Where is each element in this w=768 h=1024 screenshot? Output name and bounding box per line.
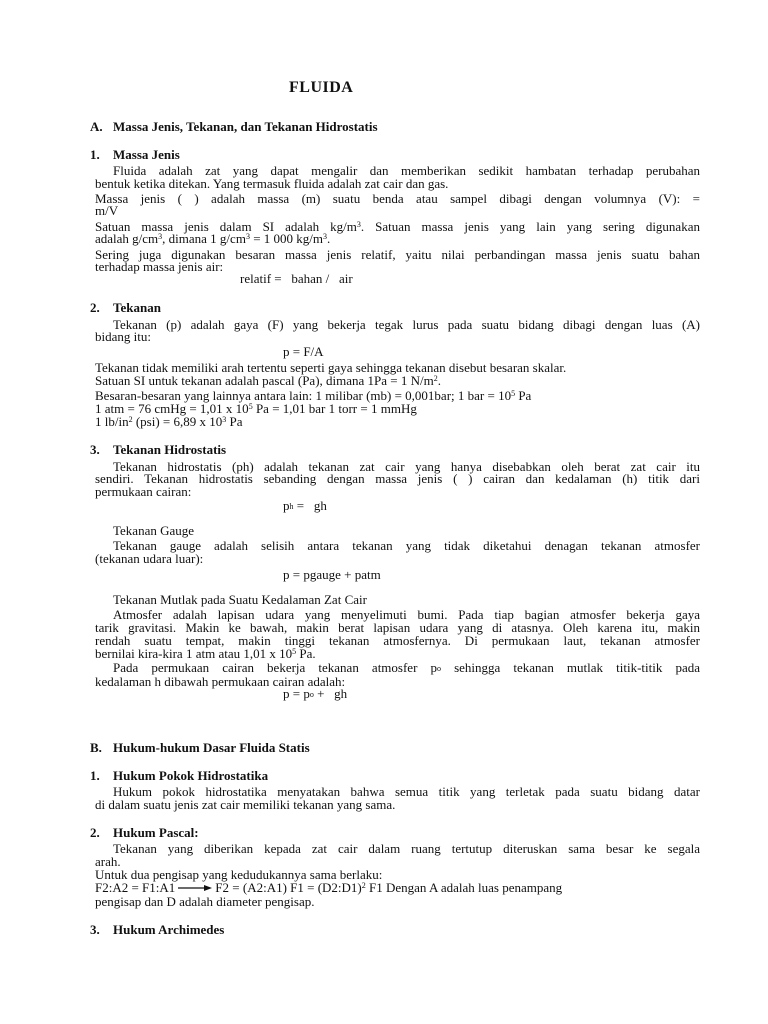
paragraph-line: tarik gravitasi. Makin ke bawah, makin berat lapisan udara yang di atasnya. Oleh karena itu, makin <box>95 620 700 635</box>
paragraph-line: kedalaman h dibawah permukaan cairan adalah: <box>95 674 346 689</box>
paragraph-line: Tekanan (p) adalah gaya (F) yang bekerja tegak lurus pada suatu bidang dibagi dengan luas (A) <box>113 317 700 332</box>
paragraph-line: permukaan cairan: <box>95 484 192 499</box>
section-b-heading: Hukum-hukum Dasar Fluida Statis <box>113 740 310 755</box>
paragraph-line: bidang itu: <box>95 329 151 344</box>
paragraph-line: Untuk dua pengisap yang kedudukannya sama berlaku: <box>95 867 383 882</box>
paragraph-line: F2:A2 = F1:A1 F2 = (A2:A1) F1 = (D2:D1)$^2$ F1 Dengan A adalah luas penampang <box>95 880 563 895</box>
formula: ph = gh <box>283 498 327 513</box>
paragraph-line: sendiri. Tekanan hidrostatis sebanding dengan massa jenis ( ) cairan dan kedalaman (h) titik dari <box>95 471 700 486</box>
paragraph-line: Satuan massa jenis dalam SI adalah $kg/m^3$. Satuan massa jenis yang lain yang sering digunakan <box>95 219 700 234</box>
right-arrow-icon <box>178 885 212 891</box>
section-b-number: B. <box>90 740 102 755</box>
paragraph-line: terhadap massa jenis air: <box>95 259 224 274</box>
paragraph-line: arah. <box>95 854 121 869</box>
subsection-number: 2. <box>90 300 100 315</box>
paragraph-line: Tekanan tidak memiliki arah tertentu seperti gaya sehingga tekanan disebut besaran skalar. <box>95 360 567 375</box>
paragraph-line: Sering juga digunakan besaran massa jenis relatif, yaitu nilai perbandingan massa jenis suatu bahan <box>95 247 700 262</box>
subsection-heading: Tekanan <box>113 300 161 315</box>
paragraph-line: Pada permukaan cairan bekerja tekanan atmosfer po sehingga tekanan mutlak titik-titik pada <box>113 660 700 675</box>
formula: p = po + gh <box>283 686 348 701</box>
section-a-heading: Massa Jenis, Tekanan, dan Tekanan Hidrostatis <box>113 119 378 134</box>
formula: relatif = bahan / air <box>240 271 353 286</box>
subheading-mutlak: Tekanan Mutlak pada Suatu Kedalaman Zat Cair <box>113 592 367 607</box>
formula: p = F/A <box>283 344 324 359</box>
paragraph-line: 1 atm = 76 cmHg = 1,01 x $10^5$ Pa = 1,01 bar 1 torr = 1 mmHg <box>95 401 417 416</box>
subsection-heading: Hukum Pokok Hidrostatika <box>113 768 269 783</box>
paragraph-line: Massa jenis ( ) adalah massa (m) suatu benda atau sampel dibagi dengan volumnya (V): = <box>95 191 700 206</box>
subheading-gauge: Tekanan Gauge <box>113 523 195 538</box>
paragraph-line: Tekanan hidrostatis (ph) adalah tekanan zat cair yang hanya disebabkan oleh berat zat cair itu <box>113 459 700 474</box>
paragraph-line: m/V <box>95 203 119 218</box>
paragraph-line: Besaran-besaran yang lainnya antara lain: 1 milibar (mb) = 0,001bar; 1 bar = $10^5$ Pa <box>95 388 532 403</box>
page-title: FLUIDA <box>289 79 354 96</box>
paragraph-line: Tekanan gauge adalah selisih antara tekanan yang tidak diketahui denagan tekanan atmosfer <box>113 538 700 553</box>
paragraph-line: Hukum pokok hidrostatika menyatakan bahwa semua titik yang terletak pada suatu bidang datar <box>113 784 700 799</box>
paragraph-line: Satuan SI untuk tekanan adalah pascal (Pa), dimana 1Pa = 1 $N/m^2$. <box>95 373 441 388</box>
paragraph-line: rendah suatu tempat, makin tinggi tekanan atmosfernya. Di permukaan laut, tekanan atmosfer <box>95 633 700 648</box>
section-a-number: A. <box>90 119 103 134</box>
paragraph-line: bentuk ketika ditekan. Yang termasuk fluida adalah zat cair dan gas. <box>95 176 449 191</box>
subsection-heading: Massa Jenis <box>113 147 180 162</box>
subsection-number: 1. <box>90 768 100 783</box>
paragraph-line: Atmosfer adalah lapisan udara yang menyelimuti bumi. Pada tiap bagian atmosfer bekerja gaya <box>113 607 700 622</box>
subsection-number: 2. <box>90 825 100 840</box>
paragraph-line: adalah $g/cm^3$, dimana 1 $g/cm^3 = 1$ 000 $kg/m^3$. <box>95 231 331 246</box>
subsection-heading: Hukum Archimedes <box>113 922 225 937</box>
paragraph-line: pengisap dan D adalah diameter pengisap. <box>95 894 315 909</box>
subsection-number: 3. <box>90 442 100 457</box>
subsection-heading: Tekanan Hidrostatis <box>113 442 227 457</box>
subsection-number: 1. <box>90 147 100 162</box>
paragraph-line: di dalam suatu jenis zat cair memiliki tekanan yang sama. <box>95 797 396 812</box>
paragraph-line: Tekanan yang diberikan kepada zat cair dalam ruang tertutup diteruskan sama besar ke segala <box>113 841 700 856</box>
subsection-number: 3. <box>90 922 100 937</box>
formula: p = pgauge + patm <box>283 567 381 582</box>
paragraph-line: 1 $lb/in^2$ (psi) = 6,89 x $10^3$ Pa <box>95 414 243 429</box>
paragraph-line: (tekanan udara luar): <box>95 551 204 566</box>
subsection-heading: Hukum Pascal: <box>113 825 199 840</box>
paragraph-line: bernilai kira-kira 1 atm atau 1,01 x $10^5$ Pa. <box>95 646 316 661</box>
paragraph-line: Fluida adalah zat yang dapat mengalir dan memberikan sedikit hambatan terhadap perubahan <box>113 163 700 178</box>
